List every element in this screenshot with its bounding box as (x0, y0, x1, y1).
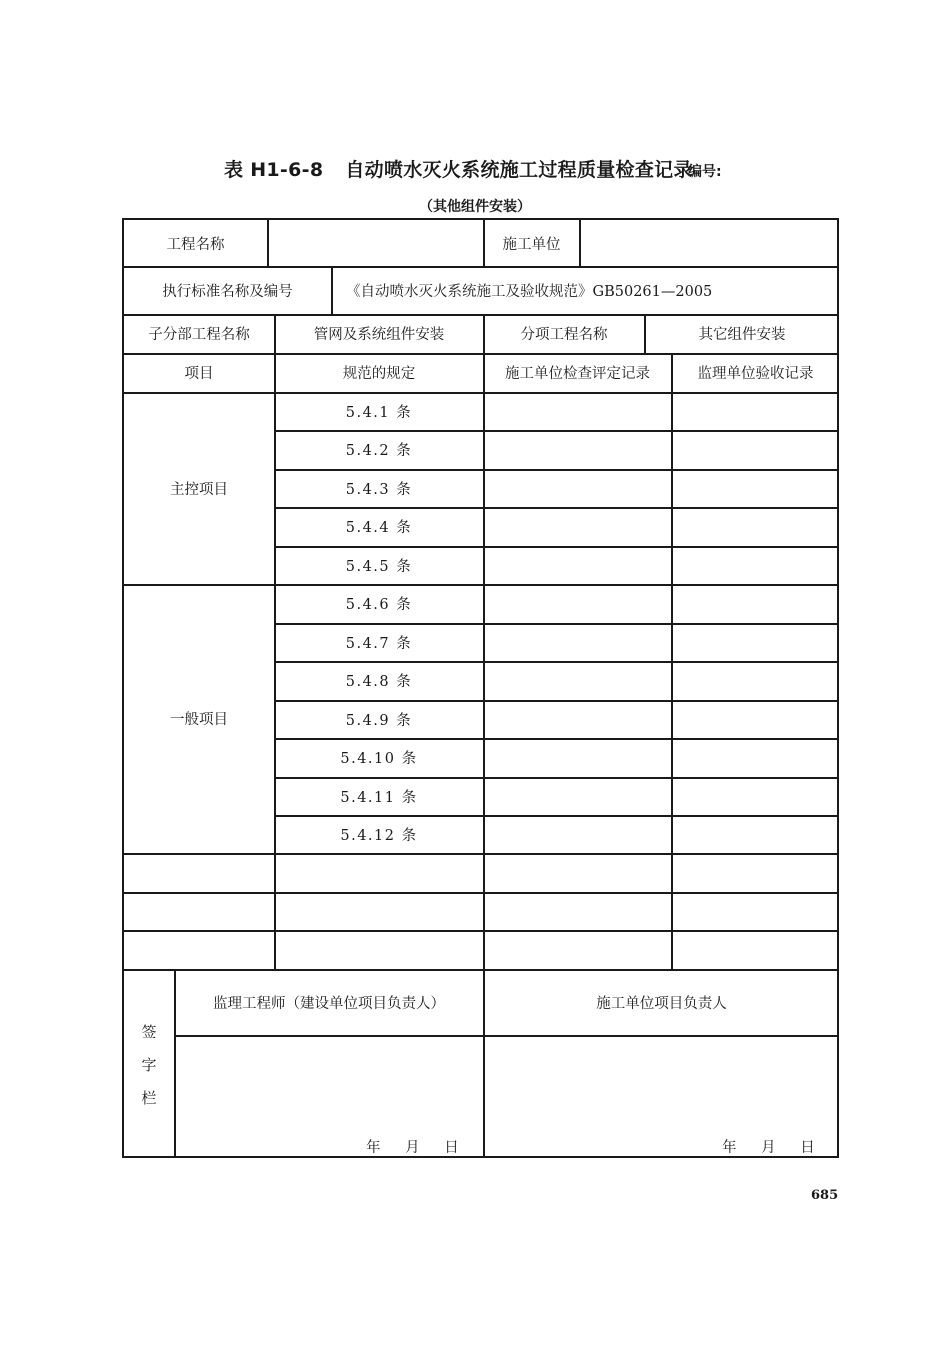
construction-unit-field[interactable] (580, 220, 839, 266)
clause-cell: 5.4.2 条 (345, 443, 413, 459)
signature-char: 字 (141, 1055, 157, 1074)
inspection-table (122, 218, 839, 1158)
clause-cell: 5.4.1 条 (345, 404, 413, 421)
clause-cell: 5.4.6 条 (345, 597, 413, 613)
column-header-supervision-record: 监理单位验收记录 (697, 366, 814, 382)
contractor-date: 年 月 日 (722, 1140, 815, 1156)
group-main-control: 主控项目 (170, 481, 228, 498)
column-header-item: 项目 (184, 366, 214, 382)
construction-unit-label: 施工单位 (502, 236, 561, 253)
sub-division-label: 子分部工程名称 (148, 327, 250, 343)
clause-cell: 5.4.8 条 (345, 674, 413, 690)
clause-cell: 5.4.12 条 (340, 827, 418, 844)
clause-cell: 5.4.11 条 (340, 789, 418, 806)
contractor-label: 施工单位项目负责人 (596, 996, 727, 1012)
table-title: 自动喷水灭火系统施工过程质量检查记录 (345, 159, 693, 181)
clause-cell: 5.4.5 条 (345, 558, 413, 575)
sub-item-value: 其它组件安装 (698, 327, 786, 343)
supervisor-date: 年 月 日 (366, 1140, 459, 1156)
table-code: 表 H1-6-8 (224, 159, 324, 181)
sub-division-value: 管网及系统组件安装 (313, 327, 445, 343)
signature-char: 栏 (141, 1088, 157, 1107)
standard-value: 《自动喷水灭火系统施工及验收规范》GB50261—2005 (346, 283, 713, 300)
sub-item-label: 分项工程名称 (520, 327, 608, 343)
project-name-field[interactable] (268, 220, 483, 266)
signature-section-label (124, 970, 174, 1158)
supervisor-label: 监理工程师（建设单位项目负责人） (213, 996, 445, 1012)
group-general: 一般项目 (170, 712, 228, 728)
column-header-construction-record: 施工单位检查评定记录 (505, 366, 650, 382)
form-number-label: 编号: (688, 164, 722, 180)
page-number: 685 (811, 1188, 839, 1203)
clause-cell: 5.4.3 条 (345, 481, 413, 498)
title-bar (0, 155, 950, 189)
project-name-label: 工程名称 (166, 236, 225, 253)
form-subtitle: （其他组件安装） (419, 199, 531, 215)
clause-cell: 5.4.9 条 (345, 712, 413, 729)
clause-cell: 5.4.10 条 (340, 751, 418, 767)
column-header-spec: 规范的规定 (342, 366, 416, 382)
clause-cell: 5.4.4 条 (345, 520, 413, 536)
clause-cell: 5.4.7 条 (345, 635, 413, 652)
signature-char: 签 (141, 1022, 157, 1041)
standard-label: 执行标准名称及编号 (162, 283, 293, 300)
form-title (224, 155, 693, 182)
